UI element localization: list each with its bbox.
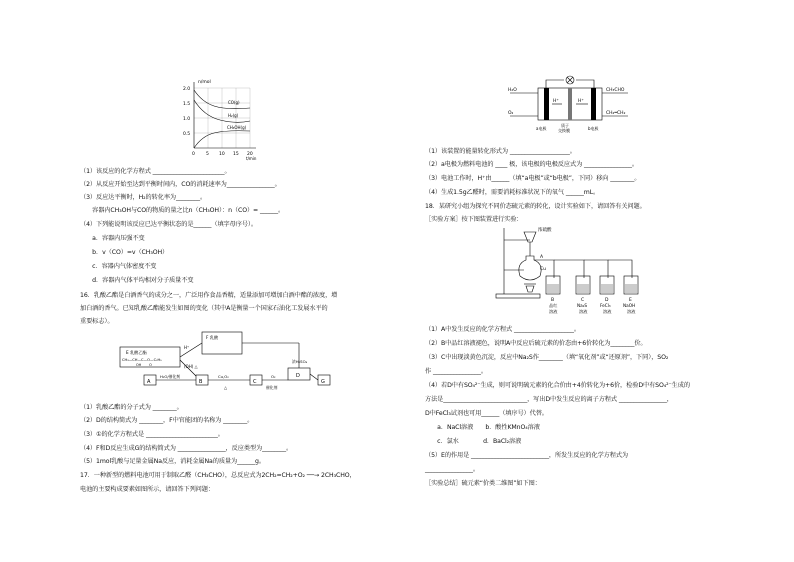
h2o-catalyst-label: H₂O/催化剂 bbox=[160, 374, 181, 379]
q18-sub: ________________。 bbox=[425, 466, 479, 473]
node-f-label: F 乳酸 bbox=[206, 335, 219, 340]
bottle-d-letter: D bbox=[605, 298, 609, 303]
o2-label: O₂ bbox=[271, 374, 276, 379]
bottle-c-word: 溶液 bbox=[579, 309, 588, 314]
q18-stem: 18．某研究小组为探究不同价态硫元素的转化，设计实验如下，请回答有关问题。 bbox=[425, 203, 646, 210]
q18-sub: （2）B中品红溶液褪色，说明A中反应后硫元素的价态由+6价转化为________价。 bbox=[425, 340, 647, 347]
bottle-e-word: 溶液 bbox=[627, 309, 636, 314]
q16-sub: （3）①的化学方程式是 ________________________。 bbox=[80, 431, 224, 438]
flask-a-label: A bbox=[540, 255, 544, 260]
node-a: A bbox=[147, 379, 151, 385]
q18-sub: 方法是____________________________，写出D中发生反应的离子方程式 ________________， bbox=[425, 396, 673, 403]
node-d: D bbox=[296, 373, 300, 379]
curve-label-h2: H₂(g) bbox=[228, 113, 239, 118]
b-electrode-label: b电极 bbox=[588, 126, 599, 131]
node-e-formula: CH₃—CH—C—O—C₂H₅ bbox=[122, 358, 162, 362]
delta-label: △ bbox=[224, 385, 228, 390]
curve-label-co: CO(g) bbox=[228, 100, 240, 105]
y-tick: 0.5 bbox=[183, 132, 191, 137]
q18-stem: ［实验方案］按下图装置进行实验： bbox=[425, 216, 523, 223]
graph-y-unit: n/mol bbox=[198, 80, 211, 85]
q18-sub: 作 ________________。 bbox=[425, 368, 487, 375]
q18-summary: ［实验总结］硫元素“价类二维图”如下图： bbox=[425, 480, 541, 487]
bottle-c-reagent: Na₂S bbox=[577, 303, 588, 308]
h2o-in-label: H₂O bbox=[508, 88, 517, 93]
q18-option: a．NaCl溶液 b．酸性KMnO₄溶液 bbox=[425, 424, 540, 431]
q18-sub: D中FeCl₃试剂也可用______（填序号）代替。 bbox=[425, 410, 548, 417]
ch3cho-label: CH₃CHO bbox=[606, 88, 625, 93]
q15-line: （3）反应达平衡时，H₂的转化率为________。 bbox=[80, 194, 207, 201]
y-tick: 1.5 bbox=[183, 102, 191, 107]
q15-line: （1）该反应的化学方程式 ________________________。 bbox=[80, 168, 231, 175]
bottle-d-word: 溶液 bbox=[603, 309, 612, 314]
q15-option: d．容器内气体平均相对分子质量不变 bbox=[80, 277, 194, 284]
h-plus-label: H⁺ bbox=[578, 99, 584, 104]
q16-stem: 重要标志）。 bbox=[80, 318, 114, 325]
a-electrode-label: a电极 bbox=[536, 126, 547, 131]
conc-acid-label: 浓硫酸 bbox=[538, 228, 552, 233]
h-plus-label: H⁺ bbox=[184, 345, 190, 350]
x-tick: 20 bbox=[247, 152, 253, 157]
q15-option: c．容器内气体密度不变 bbox=[80, 263, 157, 270]
q18-sub: （5）E的作用是 __________________________，所发生反应的化学方程式为 bbox=[425, 452, 629, 459]
q15-line: （2）从反应开始至达到平衡时间内，CO的消耗速率为________________。 bbox=[80, 181, 281, 188]
node-e-sub: OH O bbox=[136, 363, 152, 367]
q16-sub: （1）乳酸乙酯的分子式为 ________。 bbox=[80, 404, 183, 411]
h-plus-label: H⁺ bbox=[553, 99, 559, 104]
membrane-label: 质子 bbox=[561, 123, 569, 128]
q17-sub: （1）该装置的能量转化形式为 ____________________。 bbox=[425, 148, 576, 155]
graph-x-unit: t/min bbox=[246, 156, 257, 161]
node-e-label: E 乳酸乙酯 bbox=[126, 350, 147, 355]
catalyst-label: 催化剂 bbox=[266, 385, 278, 390]
node-c: C bbox=[253, 379, 257, 385]
reaction-flow-diagram bbox=[118, 330, 340, 394]
bottle-b-word: 溶液 bbox=[549, 309, 558, 314]
node-b: B bbox=[199, 379, 203, 385]
bottle-e-letter: E bbox=[629, 298, 632, 303]
y-tick: 2.0 bbox=[183, 87, 191, 92]
x-tick: 10 bbox=[219, 152, 225, 157]
bottle-b-letter: B bbox=[551, 298, 555, 303]
o2-label: O₂ bbox=[508, 111, 514, 116]
oh-delta-label: (OH) △ bbox=[184, 364, 198, 369]
fuel-cell-diagram bbox=[508, 74, 650, 138]
mole-time-graph bbox=[180, 76, 260, 161]
ch2ch2-label: CH₂═CH₂ bbox=[606, 111, 626, 116]
q16-sub: （5）1mol乳酸与足量金属Na反应，消耗金属Na的质量为______g。 bbox=[80, 458, 265, 465]
q16-stem: 加白酒的香气。已知乳酸乙酯能发生如图的变化（其中A是衡量一个国家石油化工发展水平的 bbox=[80, 305, 328, 312]
q17-sub: （2）a电极为燃料电池的 ____ 极，该电极的电极反应式为 ________________。 bbox=[425, 161, 639, 168]
x-tick: 0 bbox=[192, 152, 195, 157]
bottle-d-reagent: FeCl₃ bbox=[600, 303, 611, 308]
x-tick: 5 bbox=[206, 152, 209, 157]
bottle-e-reagent: NaOH bbox=[623, 303, 636, 308]
q15-option: a．容器内压强不变 bbox=[80, 235, 145, 242]
q18-sub: （4）若D中有SO₄²⁻生成，则可说明硫元素的化合价由+4价转化为+6价，检验D中有SO₄²⁻生成的 bbox=[425, 382, 690, 389]
q17-sub: （3）电池工作时，H⁺由______（填“a电极”或“b电极”，下同）移向 ________。 bbox=[425, 175, 641, 182]
q17-stem: 电池的主要构成要素如图所示，请回答下列问题： bbox=[80, 486, 214, 493]
q16-sub: （4）F和D反应生成G的结构简式为 ________________，反应类型为________。 bbox=[80, 445, 293, 452]
q15-line: （4）下列能说明该反应已达平衡状态的是______（填字母序号）。 bbox=[80, 221, 257, 228]
bottle-c-letter: C bbox=[581, 298, 585, 303]
node-g: G bbox=[321, 379, 325, 385]
q17-stem: 17．一种新型的燃料电池可用于制取乙醛（CH₃CHO），总反应式为2CH₂=CH₂+O₂ ──→ 2CH₃CHO， bbox=[80, 472, 356, 479]
curve-label-ch3oh: CH₃OH(g) bbox=[227, 125, 247, 130]
q15-line: 容器内CH₃OH与CO的物质的量之比n（CH₃OH）：n（CO）= ______。 bbox=[80, 207, 285, 214]
q18-sub: （3）C中出现淡黄色沉淀，反应中Na₂S作________（填“氧化剂”或“还原剂”，下同），SO₂ bbox=[425, 354, 669, 361]
x-tick: 15 bbox=[233, 152, 239, 157]
membrane-label-2: 交换膜 bbox=[558, 128, 570, 133]
q16-sub: （2）D的结构简式为 ________，F中官能团的名称为 ________。 bbox=[80, 417, 254, 424]
conc-h2so4-label: 浓H₂SO₄ bbox=[292, 359, 308, 364]
q15-option: b．v（CO）=v（CH₃OH） bbox=[80, 249, 169, 256]
q16-stem: 16．乳酸乙酯是白酒香气的成分之一，广泛用作食品香精，适量添加可增加白酒中酯的浓度，增 bbox=[80, 292, 338, 299]
cu-label: Cu bbox=[540, 267, 546, 272]
y-tick: 1.0 bbox=[183, 117, 191, 122]
apparatus-diagram bbox=[494, 222, 644, 318]
bottle-b-reagent: 品红 bbox=[549, 303, 558, 308]
q18-sub: （1）A中发生反应的化学方程式 ____________________。 bbox=[425, 326, 580, 333]
q18-option: c．氯水 d．BaCl₂溶液 bbox=[425, 438, 522, 445]
cu-o2-label: Cu,O₂ bbox=[218, 374, 229, 379]
q17-sub: （4）生成1.5g乙醛时，需要消耗标准状况下的氧气 ______mL。 bbox=[425, 189, 600, 196]
